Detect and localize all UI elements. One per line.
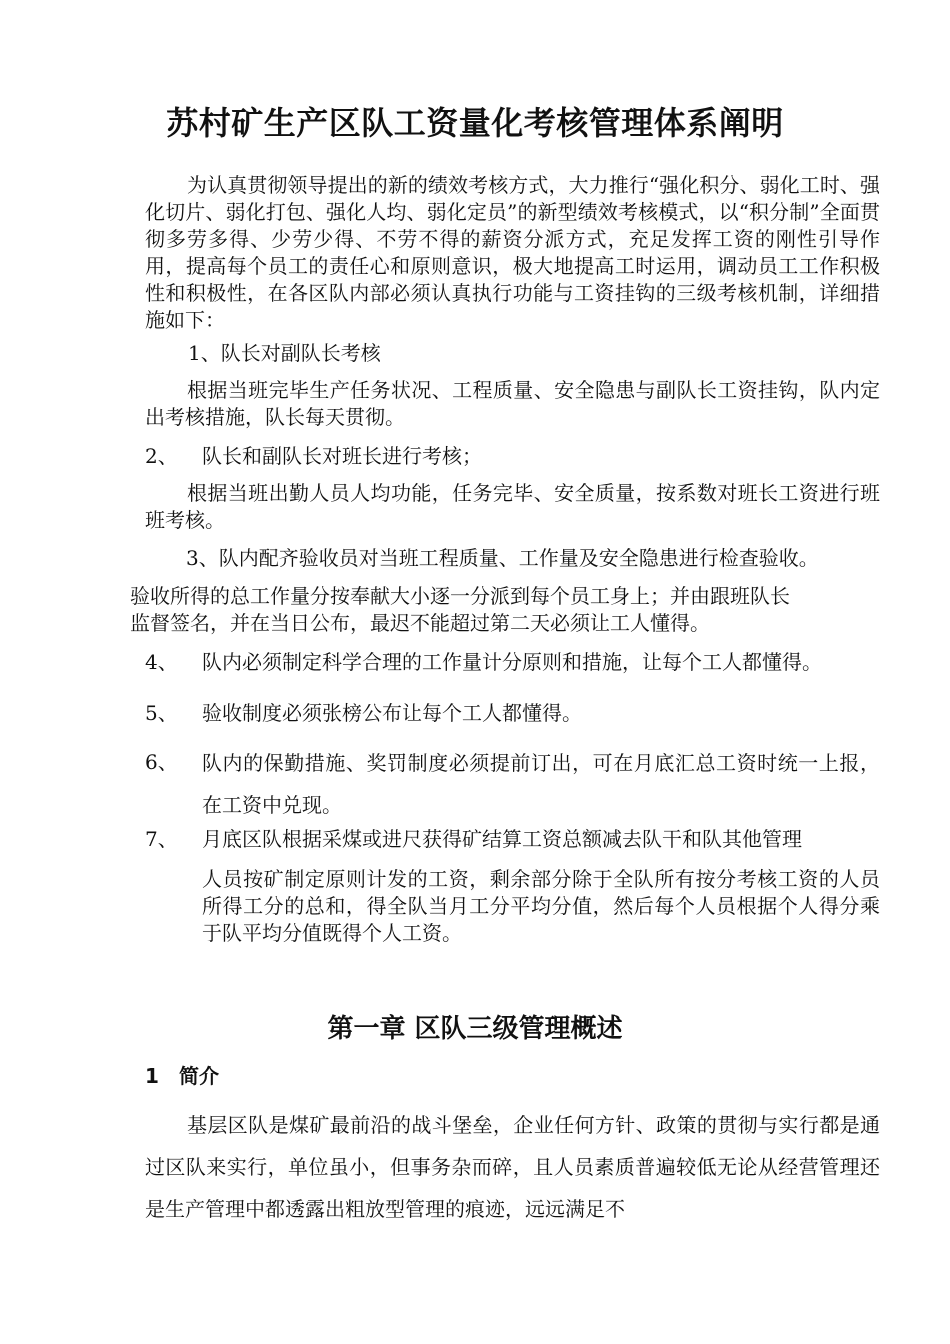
- intro-paragraph: 为认真贯彻领导提出的新的绩效考核方式，大力推行“强化积分、弱化工时、强化切片、弱化打包、强化人均、弱化定员”的新型绩效考核模式，以“积分制”全面贯彻多劳多得、少劳少得、不劳不得的薪资分派方式，充足发挥工资的刚性引导作用，提高每个员工的责任心和原则意识，极大地提高工时运用，调动员工工作积极性和积极性，在各区队内部必须认真执行功能与工资挂钩的三级考核机制，详细措施如下：: [145, 173, 880, 332]
- section-number: 1: [145, 1064, 159, 1088]
- item-7-line-1: 月底区队根据采煤或进尺获得矿结算工资总额减去队干和队其他管理: [202, 827, 802, 851]
- item-7-body: 人员按矿制定原则计发的工资，剩余部分除于全队所有按分考核工资的人员所得工分的总和，得全队当月工分平均分值，然后每个人员根据个人得分乘于队平均分值既得个人工资。: [202, 867, 880, 945]
- item-3-line-1: 3、队内配齐验收员对当班工程质量、工作量及安全隐患进行检查验收。: [186, 546, 819, 570]
- section-heading: [145, 1060, 219, 1089]
- item-1-body: 根据当班完毕生产任务状况、工程质量、安全隐患与副队长工资挂钩，队内定出考核措施，队长每天贯彻。: [145, 378, 880, 429]
- item-7-number: 7、: [145, 827, 178, 851]
- item-6-text: 队内的保勤措施、奖罚制度必须提前订出，可在月底汇总工资时统一上报，在工资中兑现。: [202, 751, 880, 817]
- document-title: 苏村矿生产区队工资量化考核管理体系阐明: [166, 104, 784, 142]
- item-6-number: 6、: [145, 750, 178, 774]
- item-1-heading: 1、队长对副队长考核: [188, 341, 381, 365]
- item-4-text: 队内必须制定科学合理的工作量计分原则和措施，让每个工人都懂得。: [202, 650, 822, 674]
- section-body-paragraph: 基层区队是煤矿最前沿的战斗堡垒，企业任何方针、政策的贯彻与实行都是通过区队来实行，单位虽小，但事务杂而碎，且人员素质普遍较低无论从经营管理还是生产管理中都透露出粗放型管理的痕迹，远远满足不: [145, 1113, 880, 1221]
- item-2-heading: 队长和副队长对班长进行考核；: [202, 444, 482, 468]
- item-2-body: 根据当班出勤人员人均功能，任务完毕、安全质量，按系数对班长工资进行班班考核。: [145, 481, 880, 532]
- section-title: 简介: [179, 1064, 219, 1088]
- item-5-text: 验收制度必须张榜公布让每个工人都懂得。: [202, 701, 582, 725]
- item-3-line-2: 验收所得的总工作量分按奉献大小逐一分派到每个员工身上；并由跟班队长: [130, 584, 790, 608]
- chapter-heading: 第一章 区队三级管理概述: [327, 1014, 623, 1044]
- item-4-number: 4、: [145, 650, 178, 674]
- item-3-line-3: 监督签名，并在当日公布，最迟不能超过第二天必须让工人懂得。: [130, 611, 710, 635]
- item-2-number: 2、: [145, 444, 178, 468]
- item-5-number: 5、: [145, 701, 178, 725]
